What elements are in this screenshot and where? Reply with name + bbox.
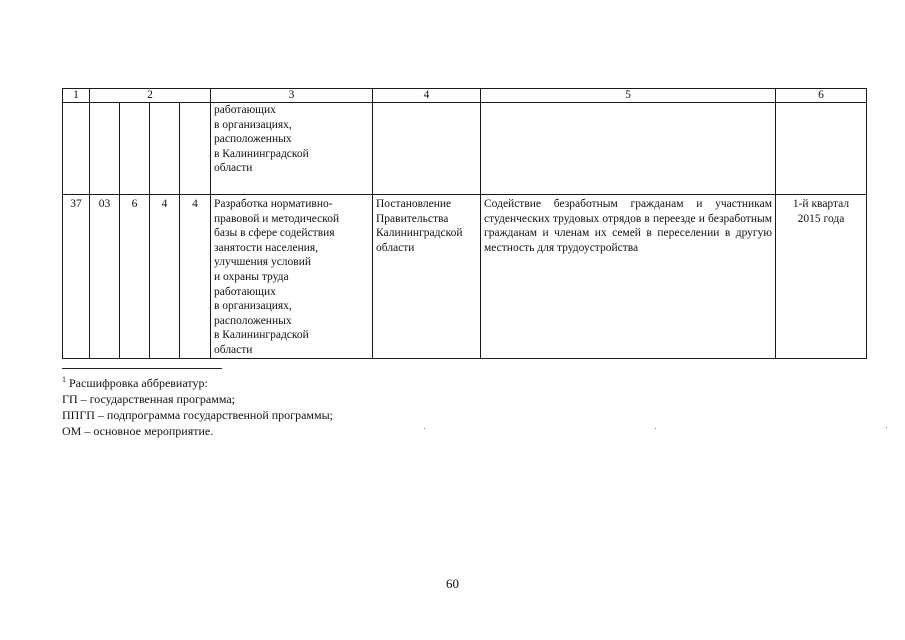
table-row xyxy=(63,195,867,359)
scan-speck xyxy=(655,428,656,429)
header-col-3: 3 xyxy=(211,89,373,103)
header-col-5: 5 xyxy=(481,89,776,103)
header-col-4: 4 xyxy=(373,89,481,103)
row2-col3: Разработка нормативно- правовой и методической базы в сфере содействия занятости населения, улучшения условий и охраны труда работающих в организациях, расположенных в Калининградской области xyxy=(211,195,373,359)
footnote-line: ППГП – подпрограмма государственной программы; xyxy=(62,408,333,422)
row2-col2a: 03 xyxy=(90,195,120,359)
table-cell xyxy=(180,103,211,195)
row2-col5-text: Содействие безработным гражданам и участникам студенческих трудовых отрядов в переезде и безработным гражданам и членам их семей в переселении в другую местность для трудоустройства xyxy=(484,198,772,254)
row2-col2b: 6 xyxy=(120,195,150,359)
header-col-2: 2 xyxy=(90,89,211,103)
scan-speck xyxy=(886,427,887,428)
table-cell xyxy=(776,103,867,195)
header-col-6: 6 xyxy=(776,89,867,103)
row2-col2d: 4 xyxy=(180,195,211,359)
row2-col4: Постановление Правительства Калининградской области xyxy=(373,195,481,359)
footnote xyxy=(62,372,333,439)
table-cell xyxy=(90,103,120,195)
row2-col2c: 4 xyxy=(150,195,180,359)
row1-col3: работающих в организациях, расположенных в Калининградской области xyxy=(211,103,373,195)
data-table xyxy=(62,88,867,359)
table-cell xyxy=(373,103,481,195)
table-cell xyxy=(150,103,180,195)
table-row xyxy=(63,103,867,195)
header-row xyxy=(63,89,867,103)
footnote-line: ОМ – основное мероприятие. xyxy=(62,424,214,438)
header-col-1: 1 xyxy=(63,89,90,103)
footnote-title-text: Расшифровка аббревиатур: xyxy=(66,376,208,390)
footnote-line: ГП – государственная программа; xyxy=(62,392,235,406)
scan-speck xyxy=(424,428,425,429)
row2-col5 xyxy=(481,195,776,359)
row2-col1: 37 xyxy=(63,195,90,359)
table-cell xyxy=(120,103,150,195)
table-cell xyxy=(63,103,90,195)
footnote-divider xyxy=(62,368,222,369)
footnote-title xyxy=(62,372,333,391)
page-number: 60 xyxy=(446,576,459,591)
footnote-mark: 1 xyxy=(62,375,66,384)
table-cell xyxy=(481,103,776,195)
row2-col6: 1-й квартал 2015 года xyxy=(776,195,867,359)
